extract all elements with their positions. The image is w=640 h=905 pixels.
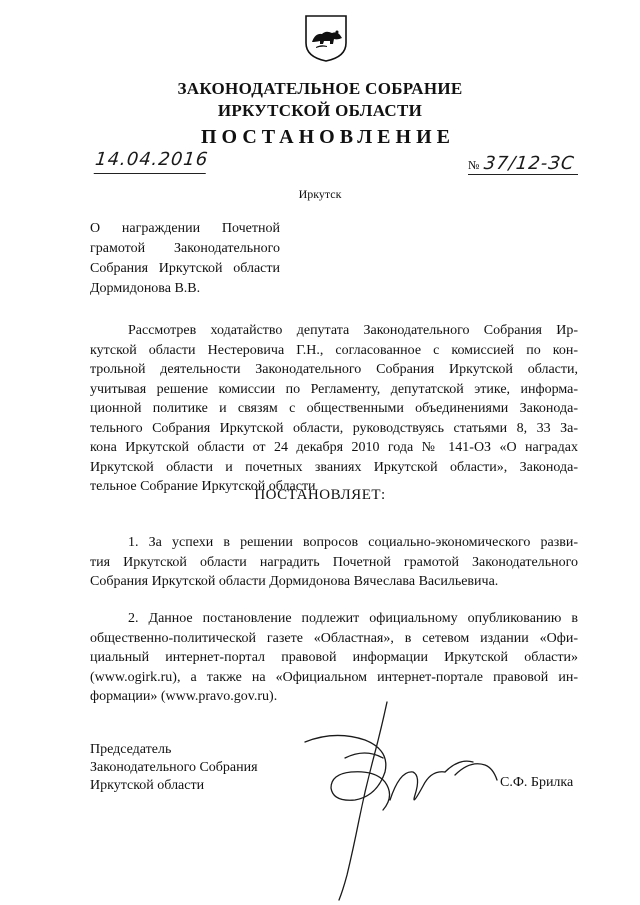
text-line: тельное Собрание Иркутской области xyxy=(90,479,316,494)
signer-title xyxy=(90,741,258,795)
subject-line: О награждении Почетной xyxy=(90,221,280,236)
signer-title-line: Законодательного Собрания xyxy=(90,760,258,775)
text-line: тия Иркутской области наградить Почетной грамотой Законодательного xyxy=(90,554,578,570)
city-name: Иркутск xyxy=(298,187,342,201)
text-line: кона Иркутской области от 24 декабря 2010 года № 141-ОЗ «О наградах xyxy=(90,440,578,455)
subject-line: Дормидонова В.В. xyxy=(90,281,201,296)
signer-name: С.Ф. Брилка xyxy=(500,775,574,790)
handwritten-signature xyxy=(295,700,510,905)
text-line: циальный интернет-портал правовой информации Иркутской области» xyxy=(90,650,578,665)
handwritten-number: 37/12-ЗС xyxy=(482,153,576,174)
signer-title-line: Иркутской области xyxy=(90,778,205,793)
text-line: трольной деятельности Законодательного Собрания Иркутской области, xyxy=(90,362,578,377)
number-label: № xyxy=(468,158,480,172)
subject-line: Собрания Иркутской области xyxy=(90,261,280,276)
item-2-paragraph xyxy=(90,609,578,707)
org-name-line-1: ЗАКОНОДАТЕЛЬНОЕ СОБРАНИЕ xyxy=(177,79,463,98)
text-line: общественно-политической газете «Областная», в сетевом издании «Офи- xyxy=(90,630,578,646)
text-line: Рассмотрев ходатайство депутата Законодательного Собрания Ир- xyxy=(128,323,578,338)
subject-line: грамотой Законодательного xyxy=(90,241,280,256)
text-line: Иркутской области и почетных званиях Иркутской области», Законода- xyxy=(90,459,578,475)
handwritten-date: 14.04.2016 xyxy=(94,149,209,174)
text-line: кутской области Нестеровича Г.Н., согласованное с комиссией по кон- xyxy=(90,342,578,358)
irkutsk-coat-of-arms-icon xyxy=(303,13,349,63)
subject-block xyxy=(90,219,280,299)
text-line: формации» (www.pravo.gov.ru). xyxy=(90,689,278,704)
text-line: учитывая решение комиссии по Регламенту, депутатской этике, информа- xyxy=(90,381,578,397)
text-line: 2. Данное постановление подлежит официальному опубликованию в xyxy=(128,611,578,626)
text-line: тельного Собрания Иркутской области, руководствуясь статьями 8, 33 За- xyxy=(90,420,578,436)
preamble-paragraph xyxy=(90,321,578,497)
document-number-field xyxy=(468,152,578,175)
item-1-paragraph xyxy=(90,533,578,592)
text-line: (www.ogirk.ru), а также на «Официальном интернет-портале правовой ин- xyxy=(90,669,578,685)
resolves-heading: ПОСТАНОВЛЯЕТ: xyxy=(254,487,386,503)
text-line: Собрания Иркутской области Дормидонова Вячеслава Васильевича. xyxy=(90,574,499,589)
document-type-title: ПОСТАНОВЛЕНИЕ xyxy=(201,126,455,148)
signer-title-line: Председатель xyxy=(90,742,172,757)
text-line: 1. За успехи в решении вопросов социально-экономического разви- xyxy=(128,535,578,550)
org-name-line-2: ИРКУТСКОЙ ОБЛАСТИ xyxy=(217,101,423,120)
text-line: ционной политике и связям с общественными объединениями Законода- xyxy=(90,401,578,416)
